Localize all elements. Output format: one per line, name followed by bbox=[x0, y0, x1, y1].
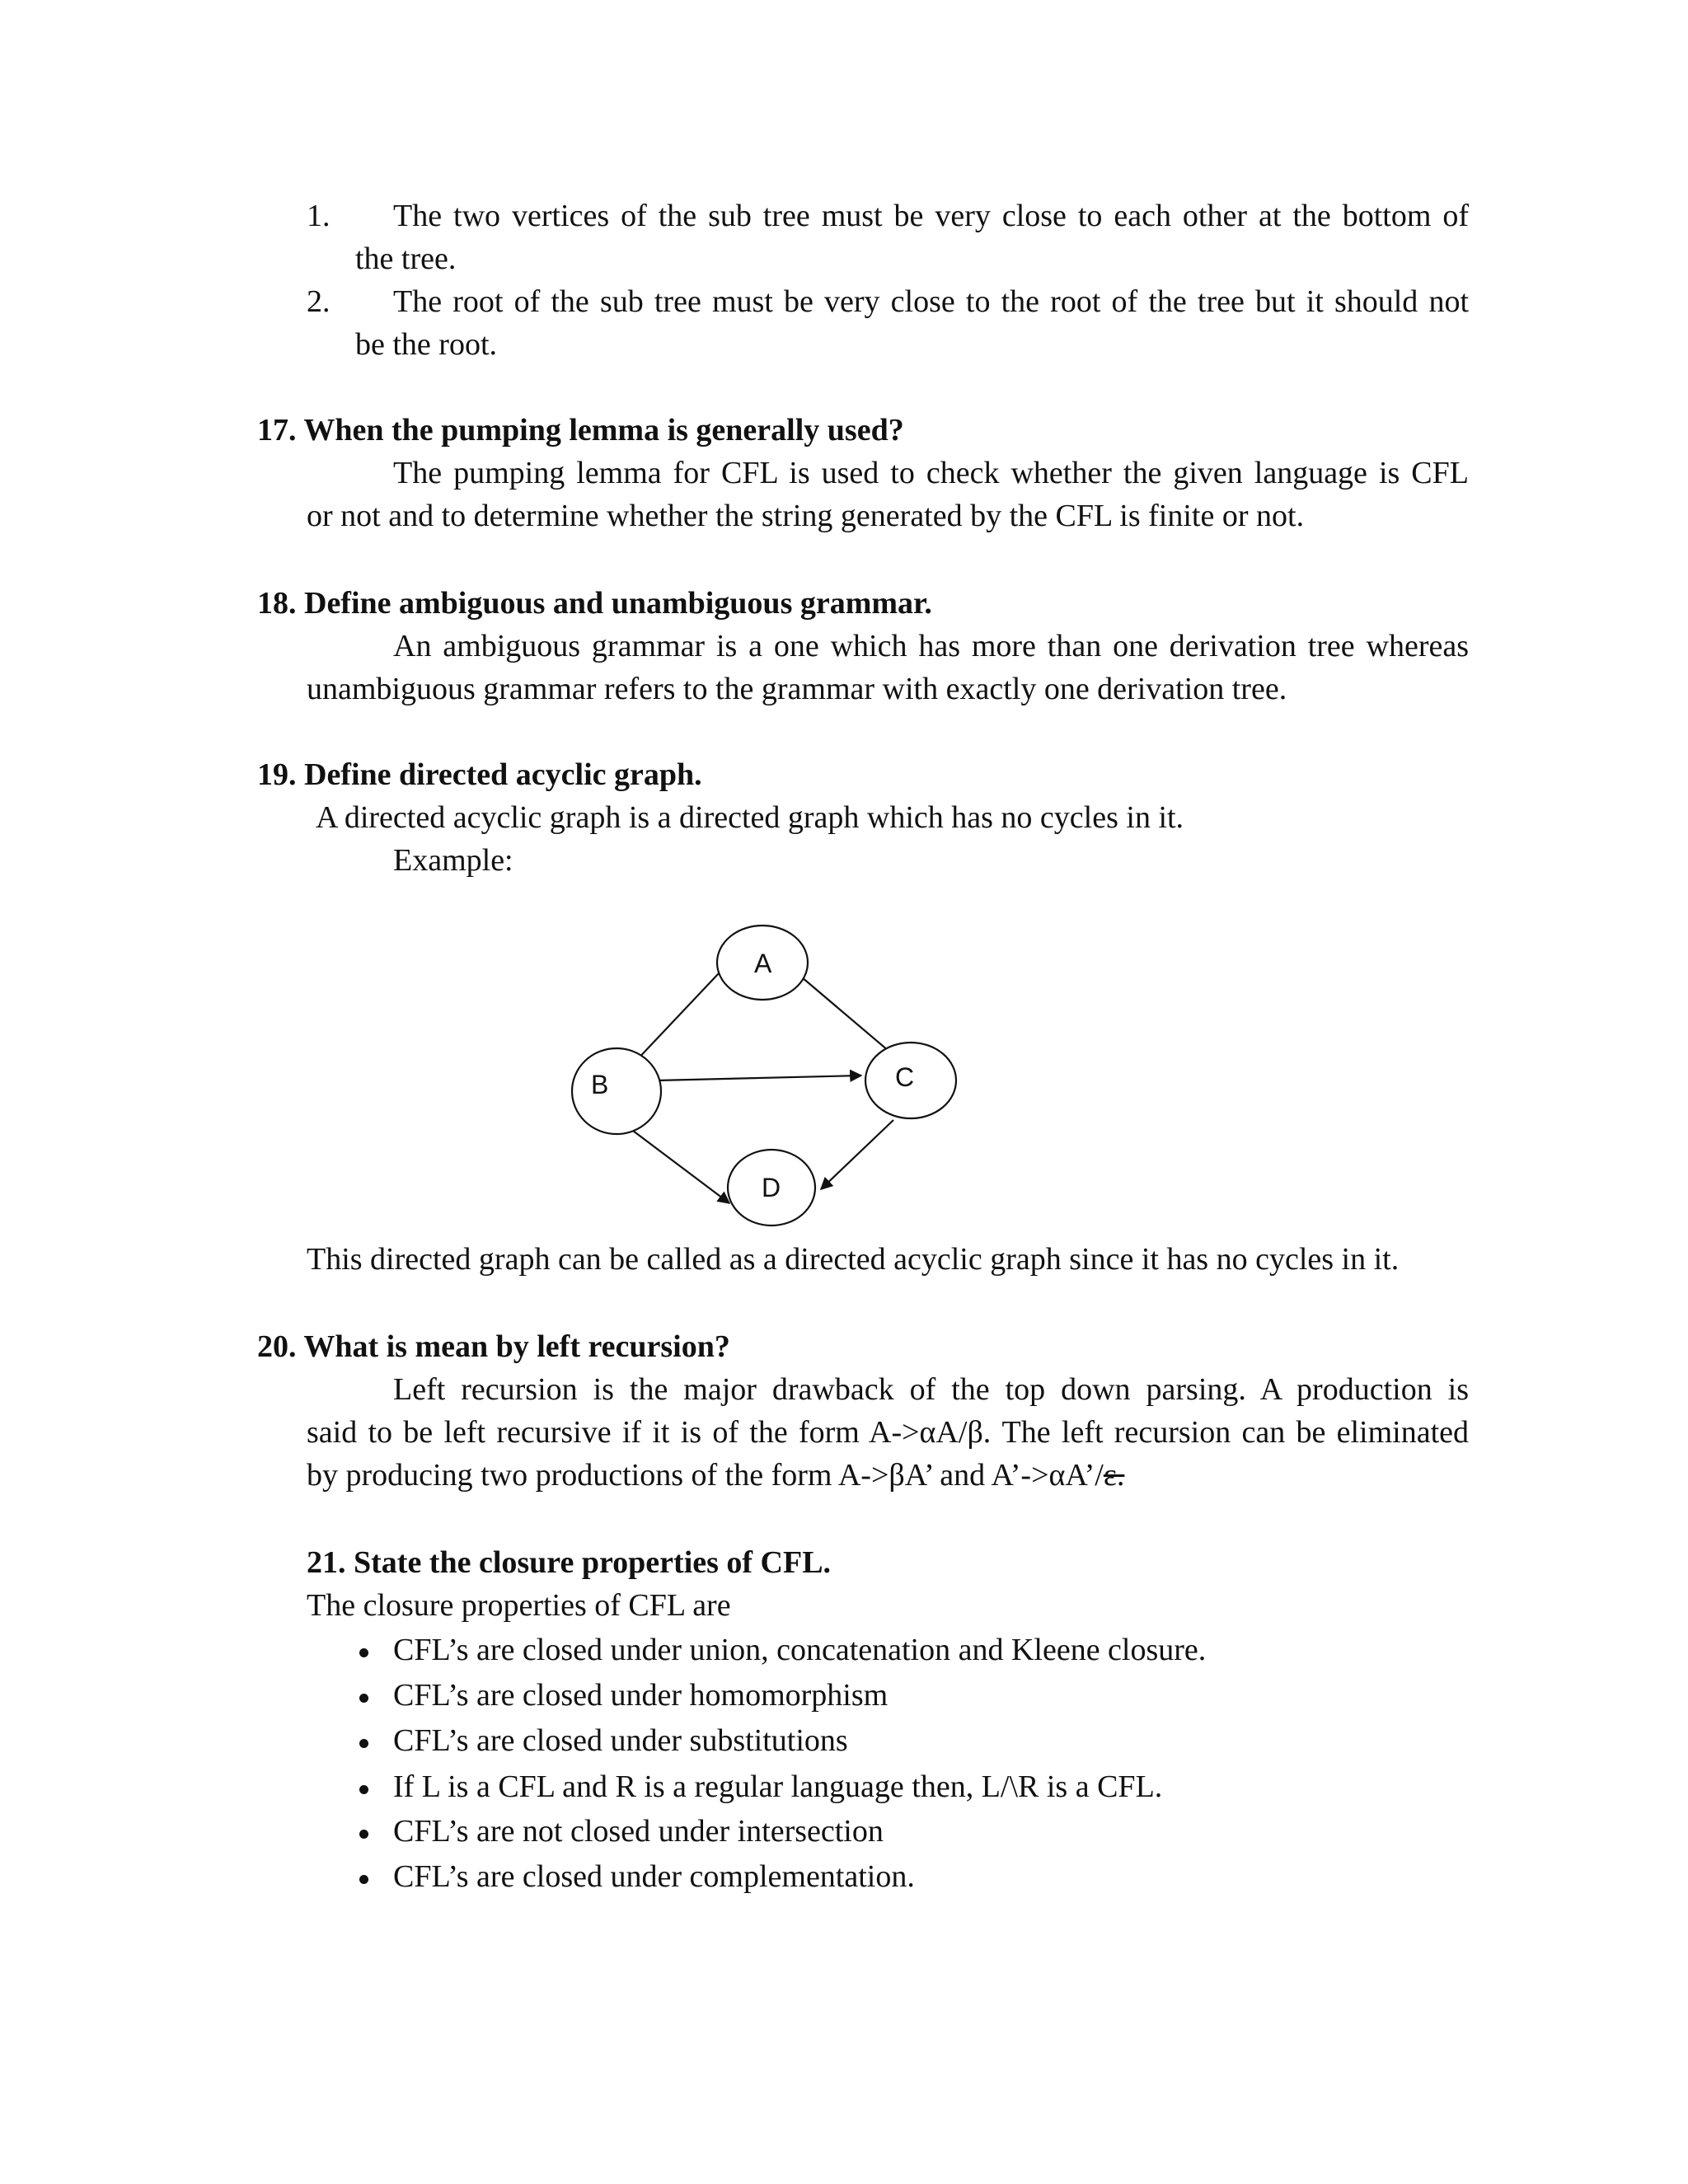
edge-a-to-c bbox=[796, 972, 899, 1060]
answer-text: The closure properties of CFL are bbox=[307, 1588, 731, 1623]
edge-c-to-d bbox=[821, 1120, 893, 1189]
node-b bbox=[572, 1048, 661, 1134]
question-heading: 20. What is mean by left recursion? bbox=[257, 1329, 730, 1364]
node-b-label: B bbox=[591, 1070, 609, 1099]
bullet-dot bbox=[359, 1739, 368, 1748]
answer-text: A directed acyclic graph is a directed graph which has no cycles in it. bbox=[316, 800, 1184, 835]
list-item: CFL’s are closed under substitutions bbox=[393, 1723, 848, 1758]
node-c bbox=[865, 1043, 956, 1118]
list-item: CFL’s are not closed under intersection bbox=[393, 1814, 884, 1849]
question-heading: 17. When the pumping lemma is generally used? bbox=[257, 413, 904, 448]
bullet-dot bbox=[359, 1830, 368, 1839]
node-a-label: A bbox=[754, 949, 772, 978]
list-item: CFL’s are closed under union, concatenation and Kleene closure. bbox=[393, 1633, 1207, 1667]
node-d-label: D bbox=[762, 1173, 781, 1202]
edge-b-to-c bbox=[657, 1076, 861, 1080]
answer-text: or not and to determine whether the string generated by the CFL is finite or not. bbox=[307, 499, 1305, 533]
edge-b-to-d bbox=[620, 1121, 729, 1203]
list-item-text: the tree. bbox=[355, 241, 457, 276]
bullet-dot bbox=[359, 1694, 368, 1703]
answer-text: An ambiguous grammar is a one which has more than one derivation tree whereas bbox=[393, 629, 1469, 663]
answer-text: Left recursion is the major drawback of the top down parsing. A production is bbox=[393, 1372, 1469, 1407]
answer-text: said to be left recursive if it is of the form A->αA/β. The left recursion can be eliminated bbox=[307, 1415, 1469, 1450]
question-heading: 18. Define ambiguous and unambiguous grammar. bbox=[257, 586, 932, 621]
list-number: 2. bbox=[307, 284, 331, 319]
node-d bbox=[728, 1150, 815, 1226]
directed-acyclic-graph-diagram bbox=[544, 915, 989, 1244]
bullet-dot bbox=[359, 1648, 368, 1657]
answer-text bbox=[307, 1454, 1124, 1497]
list-item: CFL’s are closed under complementation. bbox=[393, 1859, 915, 1894]
list-number: 1. bbox=[307, 199, 331, 233]
list-item: If L is a CFL and R is a regular language then, L/\R is a CFL. bbox=[393, 1769, 1163, 1804]
answer-text: The pumping lemma for CFL is used to check whether the given language is CFL bbox=[393, 456, 1469, 490]
node-a bbox=[717, 926, 808, 1000]
answer-text: unambiguous grammar refers to the grammar with exactly one derivation tree. bbox=[307, 672, 1287, 706]
question-heading: 19. Define directed acyclic graph. bbox=[257, 757, 702, 792]
question-heading: 21. State the closure properties of CFL. bbox=[307, 1545, 832, 1580]
answer-text: This directed graph can be called as a directed acyclic graph since it has no cycles in it. bbox=[307, 1242, 1400, 1277]
struck-text: ε. bbox=[1103, 1458, 1125, 1493]
bullet-dot bbox=[359, 1875, 368, 1884]
list-item-text: The root of the sub tree must be very close to the root of the tree but it should not bbox=[393, 284, 1469, 319]
answer-text-main: by producing two productions of the form A->βA’ and A’->αA’/ bbox=[307, 1458, 1104, 1493]
node-c-label: C bbox=[895, 1062, 915, 1092]
list-item-text: The two vertices of the sub tree must be very close to each other at the bottom of bbox=[393, 199, 1469, 233]
list-item-text: be the root. bbox=[355, 327, 498, 362]
list-item: CFL’s are closed under homomorphism bbox=[393, 1678, 889, 1713]
bullet-dot bbox=[359, 1785, 368, 1794]
example-label: Example: bbox=[393, 843, 513, 878]
